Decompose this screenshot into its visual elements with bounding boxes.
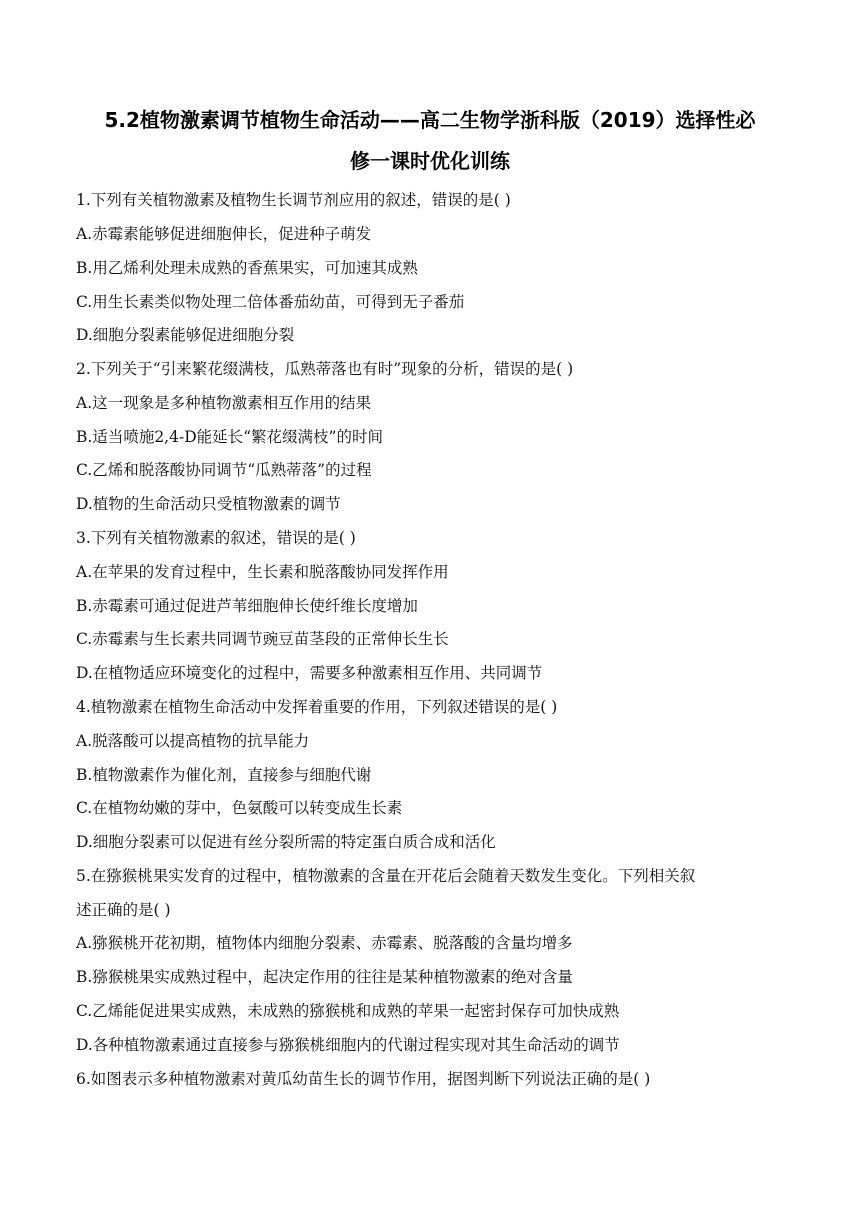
question-4-option-c: C.在植物幼嫩的芽中，色氨酸可以转变成生长素 — [76, 799, 403, 817]
question-5-option-d: D.各种植物激素通过直接参与猕猴桃细胞内的代谢过程实现对其生命活动的调节 — [76, 1036, 620, 1054]
question-1-option-c: C.用生长素类似物处理二倍体番茄幼苗，可得到无子番茄 — [76, 293, 465, 311]
question-1-option-d: D.细胞分裂素能够促进细胞分裂 — [76, 326, 295, 344]
question-5-option-c: C.乙烯能促进果实成熟，未成熟的猕猴桃和成熟的苹果一起密封保存可加快成熟 — [76, 1002, 620, 1020]
question-5-stem-line-1: 5.在猕猴桃果实发育的过程中，植物激素的含量在开花后会随着天数发生变化。下列相关叙 — [76, 867, 696, 885]
question-5-stem-line-2: 述正确的是( ) — [76, 901, 171, 919]
question-3-option-d: D.在植物适应环境变化的过程中，需要多种激素相互作用、共同调节 — [76, 664, 543, 682]
question-2-option-a: A.这一现象是多种植物激素相互作用的结果 — [76, 394, 372, 412]
question-5-option-a: A.猕猴桃开花初期，植物体内细胞分裂素、赤霉素、脱落酸的含量均增多 — [76, 934, 573, 952]
question-1-option-b: B.用乙烯利处理未成熟的香蕉果实，可加速其成熟 — [76, 259, 418, 277]
question-4-option-b: B.植物激素作为催化剂，直接参与细胞代谢 — [76, 766, 372, 784]
question-2-stem: 2.下列关于“引来繁花缀满枝，瓜熟蒂落也有时”现象的分析，错误的是( ) — [76, 360, 574, 378]
question-3-option-a: A.在苹果的发育过程中，生长素和脱落酸协同发挥作用 — [76, 563, 449, 581]
question-6-stem: 6.如图表示多种植物激素对黄瓜幼苗生长的调节作用，据图判断下列说法正确的是( ) — [76, 1070, 651, 1088]
question-1-option-a: A.赤霉素能够促进细胞伸长，促进种子萌发 — [76, 225, 372, 243]
question-4-option-d: D.细胞分裂素可以促进有丝分裂所需的特定蛋白质合成和活化 — [76, 833, 496, 851]
question-1-stem: 1.下列有关植物激素及植物生长调节剂应用的叙述，错误的是( ) — [76, 191, 511, 209]
page-title-line-1: 5.2植物激素调节植物生命活动——高二生物学浙科版（2019）选择性必 — [104, 108, 756, 132]
question-3-option-b: B.赤霉素可通过促进芦苇细胞伸长使纤维长度增加 — [76, 597, 418, 615]
question-3-option-c: C.赤霉素与生长素共同调节豌豆苗茎段的正常伸长生长 — [76, 630, 449, 648]
question-4-option-a: A.脱落酸可以提高植物的抗旱能力 — [76, 732, 310, 750]
question-4-stem: 4.植物激素在植物生命活动中发挥着重要的作用，下列叙述错误的是( ) — [76, 698, 558, 716]
question-2-option-c: C.乙烯和脱落酸协同调节“瓜熟蒂落”的过程 — [76, 461, 372, 479]
question-2-option-b: B.适当喷施2,4-D能延长“繁花缀满枝”的时间 — [76, 428, 383, 446]
page-title-line-2: 修一课时优化训练 — [350, 149, 510, 173]
question-5-option-b: B.猕猴桃果实成熟过程中，起决定作用的往往是某种植物激素的绝对含量 — [76, 968, 573, 986]
question-3-stem: 3.下列有关植物激素的叙述，错误的是( ) — [76, 529, 356, 547]
question-2-option-d: D.植物的生命活动只受植物激素的调节 — [76, 495, 341, 513]
